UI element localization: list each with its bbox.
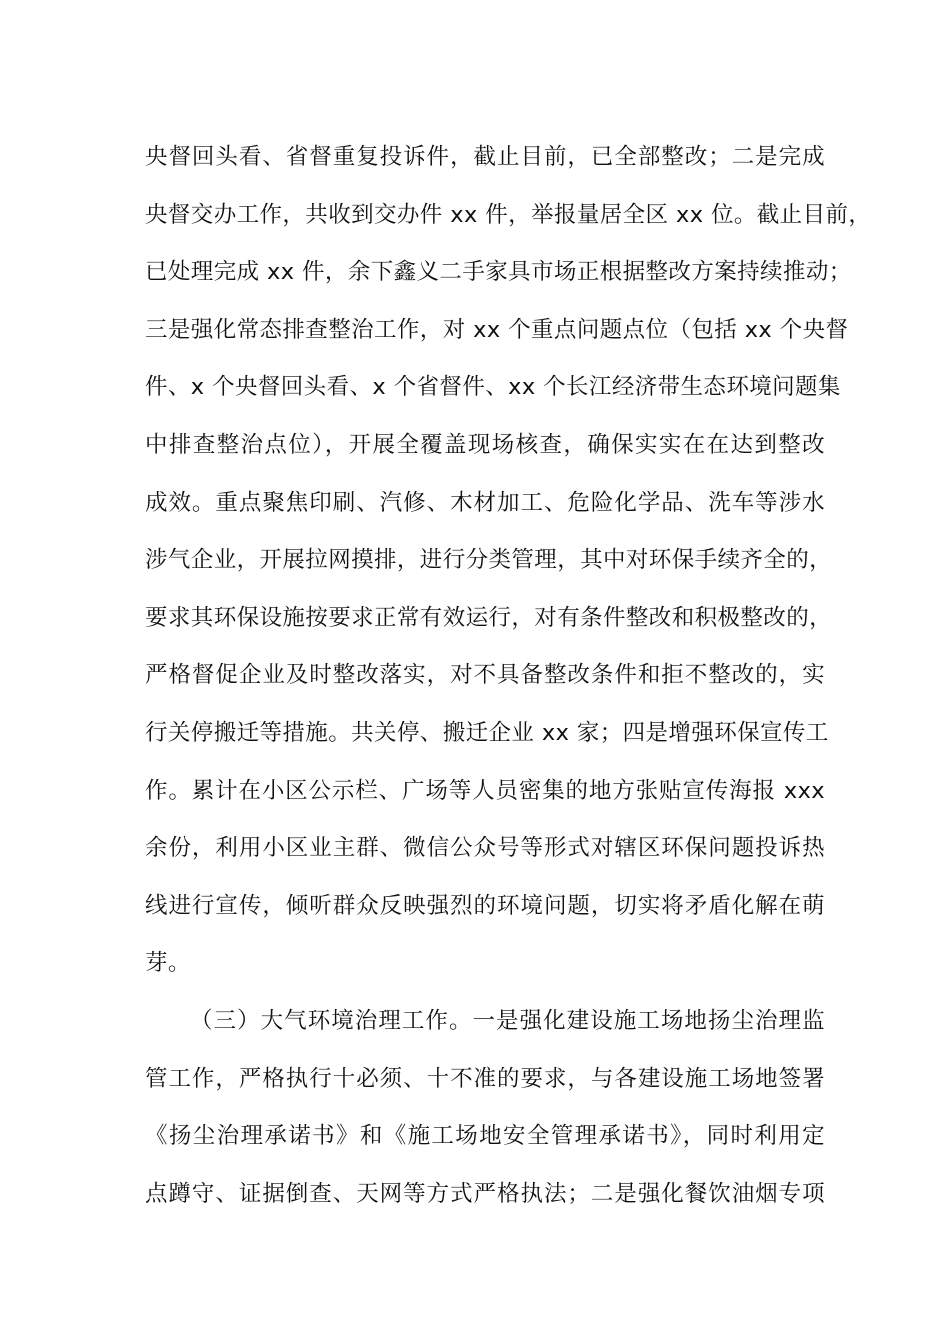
text-line: 中排查整治点位），开展全覆盖现场核查，确保实实在在达到整改 <box>145 431 825 458</box>
text-line: 三是强化常态排查整治工作，对 xx 个重点问题点位（包括 xx 个央督 <box>145 316 849 343</box>
text-line: 成效。重点聚焦印刷、汽修、木材加工、危险化学品、洗车等涉水 <box>145 489 825 516</box>
body-text <box>145 129 872 1223</box>
text-line: 涉气企业，开展拉网摸排，进行分类管理，其中对环保手续齐全的， <box>145 547 833 574</box>
section-heading-line: （三）大气环境治理工作。一是强化建设施工场地扬尘治理监 <box>190 1007 825 1034</box>
text-line: 央督回头看、省督重复投诉件，截止目前，已全部整改；二是完成 <box>145 144 825 170</box>
text-line: 芽。 <box>145 950 191 977</box>
text-line: 作。累计在小区公示栏、广场等人员密集的地方张贴宣传海报 xxx <box>145 777 825 804</box>
text-line: 央督交办工作，共收到交办件 xx 件，举报量居全区 xx 位。截止目前， <box>145 201 872 228</box>
text-line: 严格督促企业及时整改落实，对不具备整改条件和拒不整改的，实 <box>145 662 825 689</box>
text-line: 已处理完成 xx 件，余下鑫义二手家具市场正根据整改方案持续推动； <box>145 259 852 286</box>
text-line: 点蹲守、证据倒查、天网等方式严格执法；二是强化餐饮油烟专项 <box>145 1180 825 1207</box>
text-line: 行关停搬迁等措施。共关停、搬迁企业 xx 家；四是增强环保宣传工 <box>145 719 829 746</box>
text-line: 《扬尘治理承诺书》和《施工场地安全管理承诺书》，同时利用定 <box>145 1123 825 1150</box>
text-line: 管工作，严格执行十必须、十不准的要求，与各建设施工场地签署 <box>145 1065 825 1092</box>
text-line: 线进行宣传，倾听群众反映强烈的环境问题，切实将矛盾化解在萌 <box>145 892 825 919</box>
text-line: 余份，利用小区业主群、微信公众号等形式对辖区环保问题投诉热 <box>145 835 825 862</box>
text-line: 件、x 个央督回头看、x 个省督件、xx 个长江经济带生态环境问题集 <box>145 374 841 401</box>
text-line: 要求其环保设施按要求正常有效运行，对有条件整改和积极整改的， <box>145 604 833 631</box>
